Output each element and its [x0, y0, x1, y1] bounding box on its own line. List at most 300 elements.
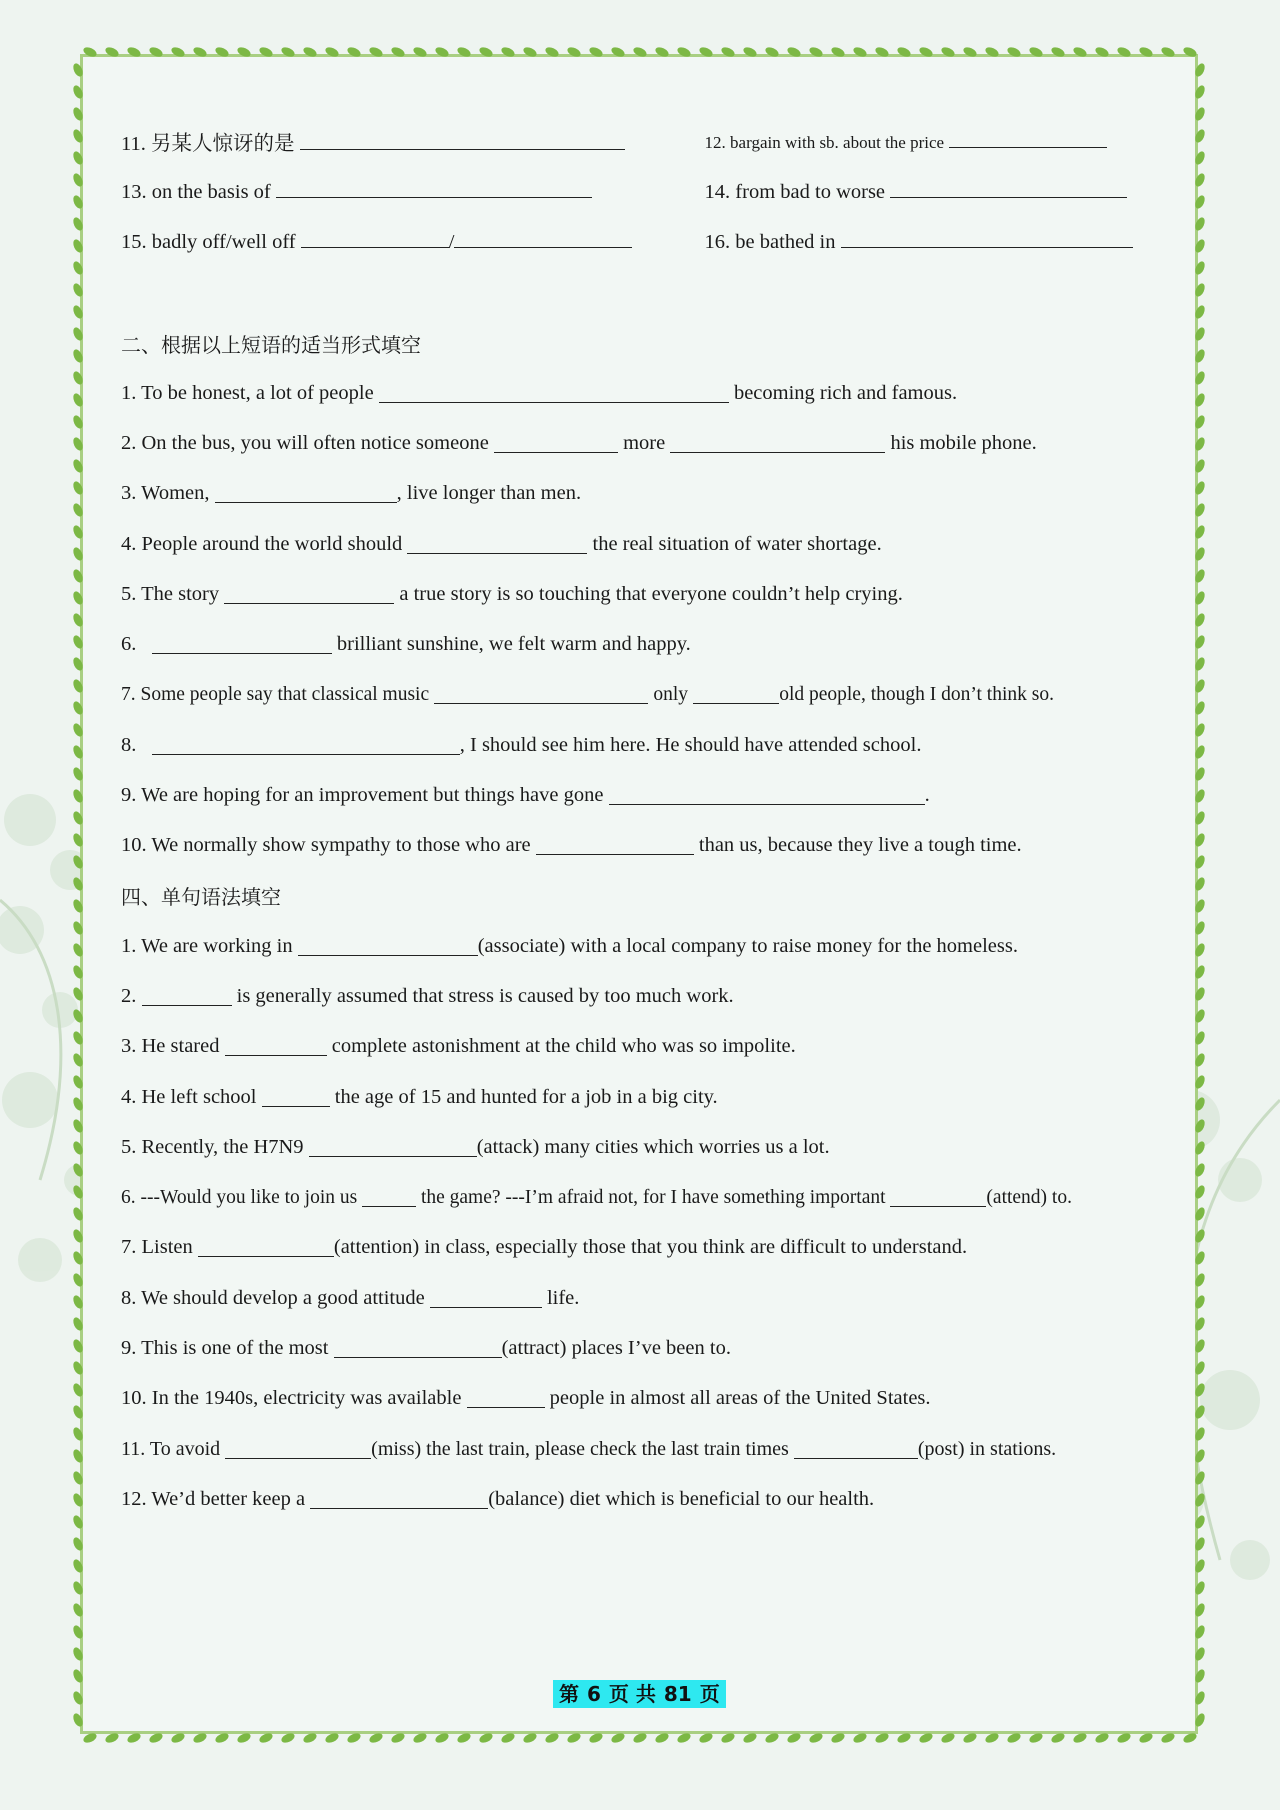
- leaf-decoration: [71, 150, 84, 166]
- leaf-decoration: [478, 1731, 494, 1744]
- exercise-line: 8. We should develop a good attitude life.: [121, 1286, 580, 1309]
- leaf-decoration: [1160, 1731, 1176, 1744]
- leaf-decoration: [1193, 172, 1206, 188]
- leaf-decoration: [632, 1731, 648, 1744]
- answer-blank[interactable]: [142, 987, 232, 1006]
- answer-blank[interactable]: [693, 685, 779, 704]
- leaf-decoration: [71, 656, 84, 672]
- leaf-decoration: [1193, 458, 1206, 474]
- answer-blank[interactable]: [198, 1238, 334, 1257]
- leaf-decoration: [1193, 1030, 1206, 1046]
- leaf-decoration: [1193, 392, 1206, 408]
- leaf-decoration: [71, 590, 84, 606]
- leaf-decoration: [390, 1731, 406, 1744]
- leaf-decoration: [434, 1731, 450, 1744]
- leaf-decoration: [610, 1731, 626, 1744]
- leaf-decoration: [104, 45, 120, 58]
- leaf-decoration: [1193, 788, 1206, 804]
- leaf-decoration: [82, 1731, 98, 1744]
- leaf-decoration: [1193, 1338, 1206, 1354]
- leaf-decoration: [1193, 216, 1206, 232]
- leaf-decoration: [1193, 1074, 1206, 1090]
- leaf-decoration: [676, 45, 692, 58]
- leaf-decoration: [71, 1580, 84, 1596]
- leaf-decoration: [764, 45, 780, 58]
- answer-blank[interactable]: [670, 434, 885, 453]
- leaf-decoration: [71, 832, 84, 848]
- leaf-decoration: [258, 45, 274, 58]
- current-page: 6: [587, 1682, 601, 1706]
- exercise-line: 3. He stared complete astonishment at the child who was so impolite.: [121, 1035, 796, 1058]
- leaf-decoration: [71, 1448, 84, 1464]
- leaf-decoration: [1193, 964, 1206, 980]
- leaf-decoration: [71, 1602, 84, 1618]
- leaf-decoration: [71, 458, 84, 474]
- leaf-decoration: [1193, 898, 1206, 914]
- answer-blank[interactable]: [262, 1088, 330, 1107]
- leaf-decoration: [1193, 1404, 1206, 1420]
- leaf-decoration: [71, 546, 84, 562]
- leaf-decoration: [654, 1731, 670, 1744]
- leaf-decoration: [1193, 1250, 1206, 1266]
- leaf-decoration: [1193, 1096, 1206, 1112]
- leaf-decoration: [1193, 634, 1206, 650]
- leaf-decoration: [71, 1514, 84, 1530]
- phrase-12: 12. bargain with sb. about the price: [704, 132, 945, 152]
- leaf-decoration: [71, 568, 84, 584]
- leaf-decoration: [654, 45, 670, 58]
- leaf-decoration: [1193, 1118, 1206, 1134]
- leaf-decoration: [874, 1731, 890, 1744]
- leaf-decoration: [324, 45, 340, 58]
- leaf-decoration: [1193, 766, 1206, 782]
- leaf-decoration: [302, 45, 318, 58]
- leaf-decoration: [1193, 810, 1206, 826]
- exercise-line: 10. We normally show sympathy to those who are than us, because they live a tough time.: [121, 834, 1022, 857]
- leaf-decoration: [346, 1731, 362, 1744]
- leaf-decoration: [962, 1731, 978, 1744]
- leaf-decoration: [1116, 1731, 1132, 1744]
- leaf-decoration: [71, 766, 84, 782]
- exercise-line: 9. This is one of the most (attract) places I’ve been to.: [121, 1336, 731, 1359]
- leaf-decoration: [71, 1338, 84, 1354]
- leaf-decoration: [1028, 45, 1044, 58]
- leaf-decoration: [71, 1492, 84, 1508]
- leaf-decoration: [71, 1624, 84, 1640]
- leaf-decoration: [71, 1294, 84, 1310]
- leaf-decoration: [962, 45, 978, 58]
- answer-blank[interactable]: [407, 535, 587, 554]
- leaf-decoration: [71, 194, 84, 210]
- leaf-decoration: [71, 84, 84, 100]
- leaf-decoration: [544, 1731, 560, 1744]
- answer-blank[interactable]: [890, 179, 1127, 198]
- answer-blank[interactable]: [276, 179, 592, 198]
- leaf-decoration: [71, 106, 84, 122]
- answer-blank[interactable]: [609, 786, 925, 805]
- leaf-decoration: [214, 45, 230, 58]
- leaf-decoration: [786, 45, 802, 58]
- leaf-decoration: [1193, 700, 1206, 716]
- leaf-decoration: [71, 370, 84, 386]
- leaf-decoration: [1160, 45, 1176, 58]
- leaf-decoration: [1193, 1668, 1206, 1684]
- leaf-decoration: [566, 1731, 582, 1744]
- leaf-decoration: [390, 45, 406, 58]
- leaf-decoration: [71, 1118, 84, 1134]
- leaf-decoration: [71, 1668, 84, 1684]
- phrase-15: 15. badly off/well off: [121, 230, 296, 253]
- leaf-decoration: [522, 45, 538, 58]
- answer-blank[interactable]: [225, 1440, 371, 1459]
- leaf-decoration: [71, 964, 84, 980]
- leaf-decoration: [1193, 238, 1206, 254]
- leaf-decoration: [1193, 1602, 1206, 1618]
- answer-blank[interactable]: [890, 1188, 986, 1207]
- answer-blank[interactable]: [949, 129, 1107, 148]
- leaf-decoration: [71, 480, 84, 496]
- leaf-decoration: [830, 1731, 846, 1744]
- leaf-decoration: [566, 45, 582, 58]
- leaf-decoration: [71, 1712, 84, 1728]
- leaf-decoration: [1193, 370, 1206, 386]
- leaf-decoration: [434, 45, 450, 58]
- exercise-line: 5. Recently, the H7N9 (attack) many cities which worries us a lot.: [121, 1135, 830, 1158]
- leaf-decoration: [1193, 1272, 1206, 1288]
- leaf-decoration: [1193, 1162, 1206, 1178]
- leaf-decoration: [830, 45, 846, 58]
- leaf-decoration: [412, 45, 428, 58]
- leaf-decoration: [1193, 194, 1206, 210]
- leaf-decoration: [71, 260, 84, 276]
- leaf-decoration: [104, 1731, 120, 1744]
- leaf-decoration: [192, 45, 208, 58]
- exercise-line: 7. Listen (attention) in class, especially those that you think are difficult to understand.: [121, 1236, 968, 1259]
- leaf-decoration: [1193, 260, 1206, 276]
- leaf-decoration: [1094, 1731, 1110, 1744]
- leaf-decoration: [522, 1731, 538, 1744]
- leaf-decoration: [1193, 722, 1206, 738]
- leaf-decoration: [1193, 1008, 1206, 1024]
- leaf-decoration: [698, 1731, 714, 1744]
- leaf-decoration: [1193, 1140, 1206, 1156]
- leaf-decoration: [1193, 1492, 1206, 1508]
- leaf-decoration: [71, 1558, 84, 1574]
- answer-blank[interactable]: [841, 229, 1133, 248]
- leaf-decoration: [1193, 876, 1206, 892]
- leaf-decoration: [1050, 45, 1066, 58]
- leaf-decoration: [1006, 1731, 1022, 1744]
- leaf-decoration: [1193, 1558, 1206, 1574]
- leaf-decoration: [71, 898, 84, 914]
- leaf-decoration: [1193, 1294, 1206, 1310]
- leaf-decoration: [71, 678, 84, 694]
- leaf-decoration: [71, 282, 84, 298]
- leaf-decoration: [71, 722, 84, 738]
- leaf-decoration: [874, 45, 890, 58]
- exercise-line: 2. is generally assumed that stress is caused by too much work.: [121, 984, 734, 1007]
- exercise-line: 4. People around the world should the real situation of water shortage.: [121, 532, 882, 555]
- leaf-decoration: [71, 612, 84, 628]
- leaf-decoration: [1193, 502, 1206, 518]
- exercise-line: 5. The story a true story is so touching that everyone couldn’t help crying.: [121, 582, 903, 605]
- leaf-decoration: [1193, 1206, 1206, 1222]
- leaf-decoration: [1193, 1580, 1206, 1596]
- leaf-decoration: [610, 45, 626, 58]
- leaf-decoration: [71, 1030, 84, 1046]
- exercise-line: 6. brilliant sunshine, we felt warm and happy.: [121, 633, 691, 656]
- leaf-decoration: [1193, 590, 1206, 606]
- leaf-decoration: [632, 45, 648, 58]
- leaf-decoration: [984, 45, 1000, 58]
- leaf-decoration: [71, 62, 84, 78]
- leaf-decoration: [896, 45, 912, 58]
- exercise-line: 7. Some people say that classical music only old people, though I don’t think so.: [121, 683, 1054, 705]
- leaf-decoration: [71, 942, 84, 958]
- leaf-decoration: [280, 1731, 296, 1744]
- leaf-decoration: [71, 1140, 84, 1156]
- leaf-decoration: [71, 1382, 84, 1398]
- answer-blank[interactable]: [298, 937, 478, 956]
- leaf-decoration: [148, 45, 164, 58]
- answer-blank[interactable]: [152, 635, 332, 654]
- exercise-line: 1. We are working in (associate) with a local company to raise money for the homeless.: [121, 934, 1018, 957]
- leaf-decoration: [1193, 1536, 1206, 1552]
- leaf-decoration: [1193, 1382, 1206, 1398]
- leaf-decoration: [1193, 524, 1206, 540]
- slash-separator: /: [448, 230, 455, 253]
- answer-blank[interactable]: [536, 836, 694, 855]
- leaf-decoration: [456, 1731, 472, 1744]
- leaf-decoration: [1193, 106, 1206, 122]
- answer-blank[interactable]: [794, 1440, 918, 1459]
- answer-blank[interactable]: [467, 1389, 545, 1408]
- leaf-decoration: [71, 1316, 84, 1332]
- leaf-decoration: [71, 1272, 84, 1288]
- leaf-decoration: [71, 172, 84, 188]
- leaf-decoration: [71, 854, 84, 870]
- leaf-decoration: [71, 1184, 84, 1200]
- leaf-decoration: [940, 45, 956, 58]
- phrase-16: 16. be bathed in: [704, 230, 836, 253]
- answer-blank[interactable]: [215, 484, 397, 503]
- leaf-decoration: [896, 1731, 912, 1744]
- exercise-line: 8. , I should see him here. He should have attended school.: [121, 733, 922, 756]
- page-number: 第 6 页 共 81 页: [553, 1680, 726, 1708]
- leaf-decoration: [148, 1731, 164, 1744]
- leaf-decoration: [698, 45, 714, 58]
- leaf-decoration: [1138, 45, 1154, 58]
- exercise-line: 9. We are hoping for an improvement but things have gone .: [121, 784, 930, 807]
- leaf-decoration: [1193, 84, 1206, 100]
- answer-blank[interactable]: [300, 131, 625, 150]
- leaf-decoration: [1193, 1690, 1206, 1706]
- leaf-decoration: [1193, 568, 1206, 584]
- leaf-decoration: [71, 1074, 84, 1090]
- answer-blank[interactable]: [379, 384, 729, 403]
- answer-blank[interactable]: [309, 1138, 477, 1157]
- leaf-decoration: [71, 1360, 84, 1376]
- leaf-decoration: [71, 634, 84, 650]
- leaf-decoration: [1193, 1184, 1206, 1200]
- leaf-decoration: [808, 45, 824, 58]
- leaf-decoration: [71, 1228, 84, 1244]
- leaf-decoration: [676, 1731, 692, 1744]
- leaf-decoration: [918, 45, 934, 58]
- leaf-decoration: [456, 45, 472, 58]
- leaf-decoration: [808, 1731, 824, 1744]
- leaf-decoration: [1116, 45, 1132, 58]
- leaf-decoration: [71, 304, 84, 320]
- total-pages: 81: [663, 1682, 692, 1706]
- leaf-decoration: [192, 1731, 208, 1744]
- leaf-decoration: [1193, 942, 1206, 958]
- answer-blank[interactable]: [454, 229, 632, 248]
- leaf-decoration: [346, 45, 362, 58]
- leaf-decoration: [71, 1404, 84, 1420]
- leaf-decoration: [1193, 348, 1206, 364]
- leaf-decoration: [324, 1731, 340, 1744]
- leaf-decoration: [280, 45, 296, 58]
- leaf-decoration: [236, 1731, 252, 1744]
- leaf-decoration: [1193, 1316, 1206, 1332]
- leaf-decoration: [1072, 45, 1088, 58]
- exercise-line: 12. We’d better keep a (balance) diet which is beneficial to our health.: [121, 1487, 875, 1510]
- leaf-decoration: [1193, 62, 1206, 78]
- exercise-line: 6. ---Would you like to join us the game? ---I’m afraid not, for I have something important (attend) to.: [121, 1186, 1072, 1208]
- leaf-decoration: [1193, 1470, 1206, 1486]
- leaf-decoration: [126, 1731, 142, 1744]
- leaf-decoration: [500, 45, 516, 58]
- leaf-decoration: [1193, 854, 1206, 870]
- leaf-decoration: [1028, 1731, 1044, 1744]
- exercise-line: 4. He left school the age of 15 and hunted for a job in a big city.: [121, 1085, 718, 1108]
- leaf-decoration: [1193, 832, 1206, 848]
- leaf-decoration: [1193, 304, 1206, 320]
- leaf-decoration: [71, 414, 84, 430]
- leaf-decoration: [1138, 1731, 1154, 1744]
- answer-blank[interactable]: [334, 1339, 502, 1358]
- leaf-decoration: [478, 45, 494, 58]
- leaf-decoration: [1193, 282, 1206, 298]
- section-4-title: 四、单句语法填空: [121, 885, 281, 910]
- leaf-decoration: [71, 1536, 84, 1552]
- leaf-decoration: [500, 1731, 516, 1744]
- answer-blank[interactable]: [362, 1188, 416, 1207]
- leaf-decoration: [742, 1731, 758, 1744]
- leaf-decoration: [71, 524, 84, 540]
- leaf-decoration: [71, 920, 84, 936]
- leaf-decoration: [1193, 678, 1206, 694]
- leaf-decoration: [1193, 656, 1206, 672]
- leaf-decoration: [126, 45, 142, 58]
- leaf-decoration: [302, 1731, 318, 1744]
- leaf-decoration: [1193, 1712, 1206, 1728]
- leaf-decoration: [71, 876, 84, 892]
- leaf-decoration: [71, 788, 84, 804]
- leaf-decoration: [1182, 45, 1198, 58]
- phrase-13: 13. on the basis of: [121, 180, 271, 203]
- section-2-title: 二、根据以上短语的适当形式填空: [121, 332, 421, 357]
- leaf-decoration: [742, 45, 758, 58]
- leaf-decoration: [940, 1731, 956, 1744]
- answer-blank[interactable]: [430, 1289, 542, 1308]
- leaf-decoration: [1193, 150, 1206, 166]
- leaf-decoration: [1182, 1731, 1198, 1744]
- leaf-decoration: [1193, 1360, 1206, 1376]
- worksheet-content: [121, 116, 1171, 1525]
- leaf-decoration: [1193, 1646, 1206, 1662]
- leaf-decoration: [214, 1731, 230, 1744]
- exercise-line: 2. On the bus, you will often notice someone more his mobile phone.: [121, 431, 1037, 454]
- leaf-decoration: [71, 326, 84, 342]
- leaf-decoration: [1193, 1624, 1206, 1640]
- phrase-14: 14. from bad to worse: [704, 180, 886, 203]
- leaf-decoration: [1193, 546, 1206, 562]
- leaf-decoration: [71, 216, 84, 232]
- leaf-decoration: [588, 45, 604, 58]
- answer-blank[interactable]: [301, 229, 449, 248]
- leaf-decoration: [1072, 1731, 1088, 1744]
- leaf-decoration: [1050, 1731, 1066, 1744]
- leaf-decoration: [170, 1731, 186, 1744]
- leaf-decoration: [720, 1731, 736, 1744]
- leaf-decoration: [258, 1731, 274, 1744]
- exercise-line: 1. To be honest, a lot of people becoming rich and famous.: [121, 381, 958, 404]
- leaf-decoration: [544, 45, 560, 58]
- leaf-decoration: [1193, 326, 1206, 342]
- leaf-decoration: [71, 1470, 84, 1486]
- answer-blank[interactable]: [434, 685, 648, 704]
- answer-blank[interactable]: [225, 1037, 327, 1056]
- leaf-decoration: [82, 45, 98, 58]
- leaf-decoration: [71, 744, 84, 760]
- leaf-decoration: [71, 1426, 84, 1442]
- leaf-decoration: [71, 1008, 84, 1024]
- leaf-decoration: [71, 128, 84, 144]
- leaf-decoration: [1193, 480, 1206, 496]
- leaf-decoration: [170, 45, 186, 58]
- leaf-decoration: [1193, 920, 1206, 936]
- answer-blank[interactable]: [494, 434, 618, 453]
- leaf-decoration: [1006, 45, 1022, 58]
- leaf-decoration: [852, 1731, 868, 1744]
- leaf-decoration: [764, 1731, 780, 1744]
- leaf-decoration: [1193, 1228, 1206, 1244]
- leaf-decoration: [71, 810, 84, 826]
- answer-blank[interactable]: [224, 585, 394, 604]
- leaf-decoration: [918, 1731, 934, 1744]
- leaf-decoration: [1193, 128, 1206, 144]
- answer-blank[interactable]: [310, 1490, 488, 1509]
- leaf-decoration: [588, 1731, 604, 1744]
- leaf-decoration: [71, 436, 84, 452]
- leaf-decoration: [1193, 1448, 1206, 1464]
- leaf-decoration: [786, 1731, 802, 1744]
- leaf-decoration: [71, 1162, 84, 1178]
- leaf-decoration: [71, 502, 84, 518]
- leaf-decoration: [71, 986, 84, 1002]
- leaf-decoration: [71, 1646, 84, 1662]
- phrase-11: 11. 另某人惊讶的是: [121, 133, 295, 155]
- leaf-decoration: [71, 392, 84, 408]
- leaf-decoration: [71, 1096, 84, 1112]
- leaf-decoration: [1193, 744, 1206, 760]
- leaf-decoration: [71, 1690, 84, 1706]
- leaf-decoration: [71, 1206, 84, 1222]
- leaf-decoration: [1193, 436, 1206, 452]
- answer-blank[interactable]: [152, 736, 460, 755]
